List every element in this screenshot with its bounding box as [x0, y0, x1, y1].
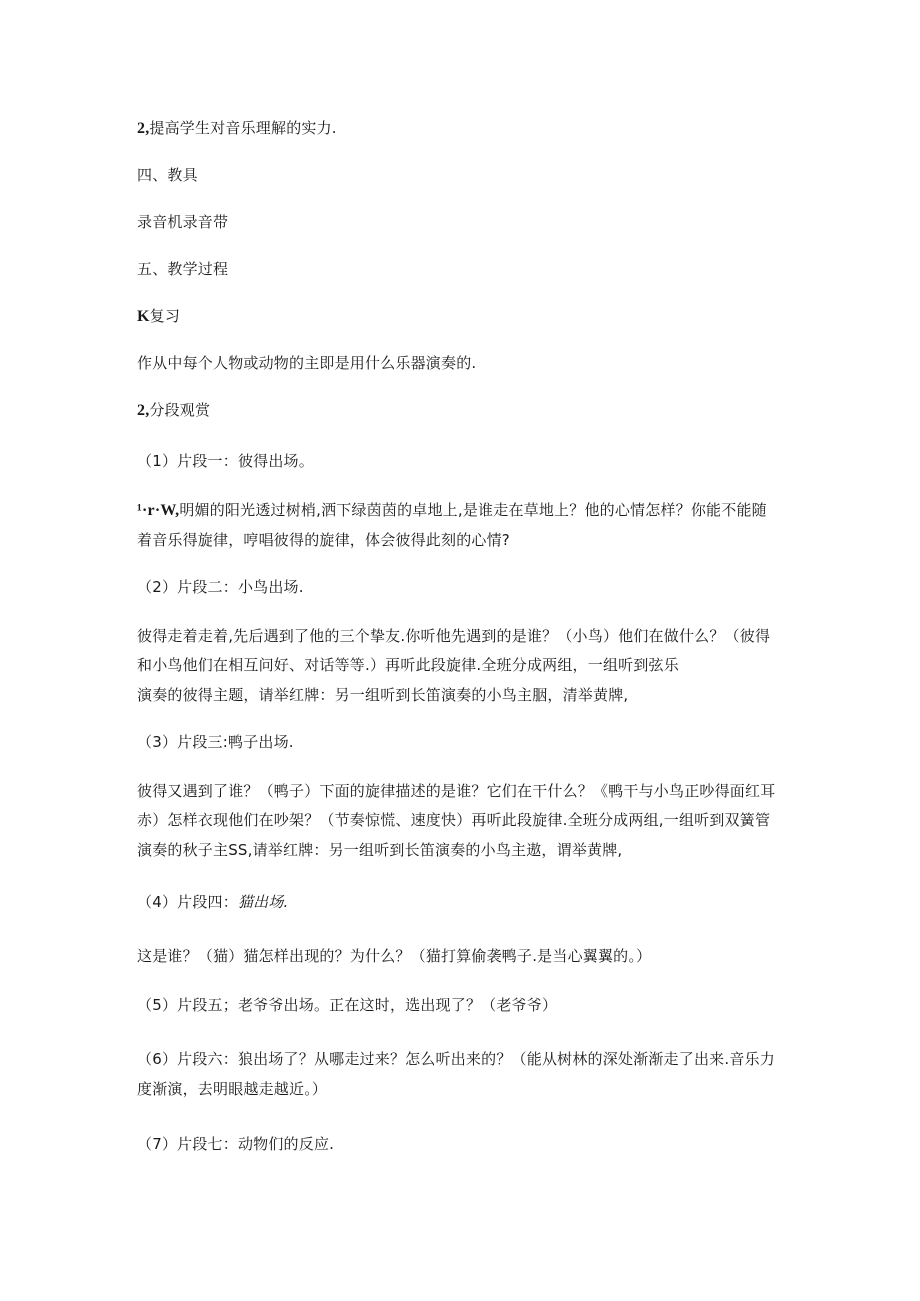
step-segment-label: 分段观赏 [149, 401, 211, 419]
segment-1-paragraph-line-2: 着音乐得旋律，哼唱彼得的旋律，体会彼得此刻的心情? [137, 531, 510, 549]
segment-2-paragraph-line-1: 彼得走着走着,先后遇到了他的三个挚友.你听他先遇到的是谁？（小鸟）他们在做什么？（彼得 [137, 627, 771, 645]
segment-6-paragraph-line-1: （6）片段六：狼出场了？从哪走过来？怎么听出来的？（能从树林的深处渐渐走了出来.音乐力 [137, 1050, 775, 1068]
section-heading-teaching-process: 五、教学过程 [137, 260, 229, 278]
segment-1-line-1-text: 明媚的阳光透过树梢,洒下绿茵茵的卓地上,是谁走在草地上？他的心情怎样？你能不能随 [179, 501, 767, 519]
segment-4-heading-text: （4）片段四： [137, 893, 238, 911]
segment-7-heading: （7）片段七：动物们的反应. [137, 1135, 335, 1153]
segment-3-paragraph-line-1: 彼得又遇到了谁？（鸭子）下面的旋律描述的是谁？它们在干什么？《鸭干与小鸟正吵得面红耳 [137, 782, 776, 800]
segment-4-heading-italic: 猫出场. [237, 893, 289, 911]
review-paragraph: 作从中每个人物或动物的主即是用什么乐器演奏的. [137, 354, 477, 372]
segment-1-prefix: ¹·r·W, [137, 502, 180, 519]
goal-item-2-text: 提高学生对音乐理解的实力. [149, 119, 337, 137]
step-segment-heading [137, 400, 210, 421]
step-review-number: K [137, 308, 150, 325]
segment-2-paragraph-line-3: 演奏的彼得主题，请举红牌：另一组听到长笛演奏的小鸟主胭，清举黄牌, [137, 686, 629, 704]
segment-1-heading: （1）片段一：彼得出场。 [137, 452, 314, 470]
segment-2-heading: （2）片段二：小鸟出场. [137, 578, 304, 596]
segment-2-paragraph-line-2: 和小鸟他们在相互问好、对话等等.）再听此段旋律.全班分成两组，一组听到弦乐 [137, 656, 679, 674]
section-heading-teaching-aids: 四、教具 [137, 166, 198, 184]
goal-item-2 [137, 118, 337, 139]
segment-3-paragraph-line-2: 赤）怎样衣现他们在吵架？（节奏惊慌、速度快）再听此段旋律.全班分成两组,一组听到双簧管 [137, 811, 771, 829]
segment-5-heading: （5）片段五；老爷爷出场。正在这时，选出现了？（老爷爷） [137, 996, 558, 1014]
segment-3-paragraph-line-3: 演奏的秋子主SS,请举红牌：另一组听到长笛演奏的小鸟主遨，谓举黄牌, [137, 841, 623, 859]
step-review-heading [137, 306, 180, 327]
segment-4-paragraph: 这是谁？（猫）猫怎样出现的？为什么？（猫打算偷袭鸭子.是当心翼翼的。） [137, 947, 652, 965]
step-review-label: 复习 [149, 307, 181, 325]
segment-4-heading [137, 892, 289, 912]
segment-6-paragraph-line-2: 度渐演，去明眼越走越近。） [137, 1080, 328, 1098]
step-segment-number: 2, [137, 402, 150, 419]
teaching-aids-text: 录音机录音带 [137, 213, 229, 231]
segment-1-paragraph-line-1 [137, 500, 767, 521]
goal-item-2-number: 2, [137, 120, 150, 137]
segment-3-heading: （3）片段三:鸭子出场. [137, 733, 294, 751]
